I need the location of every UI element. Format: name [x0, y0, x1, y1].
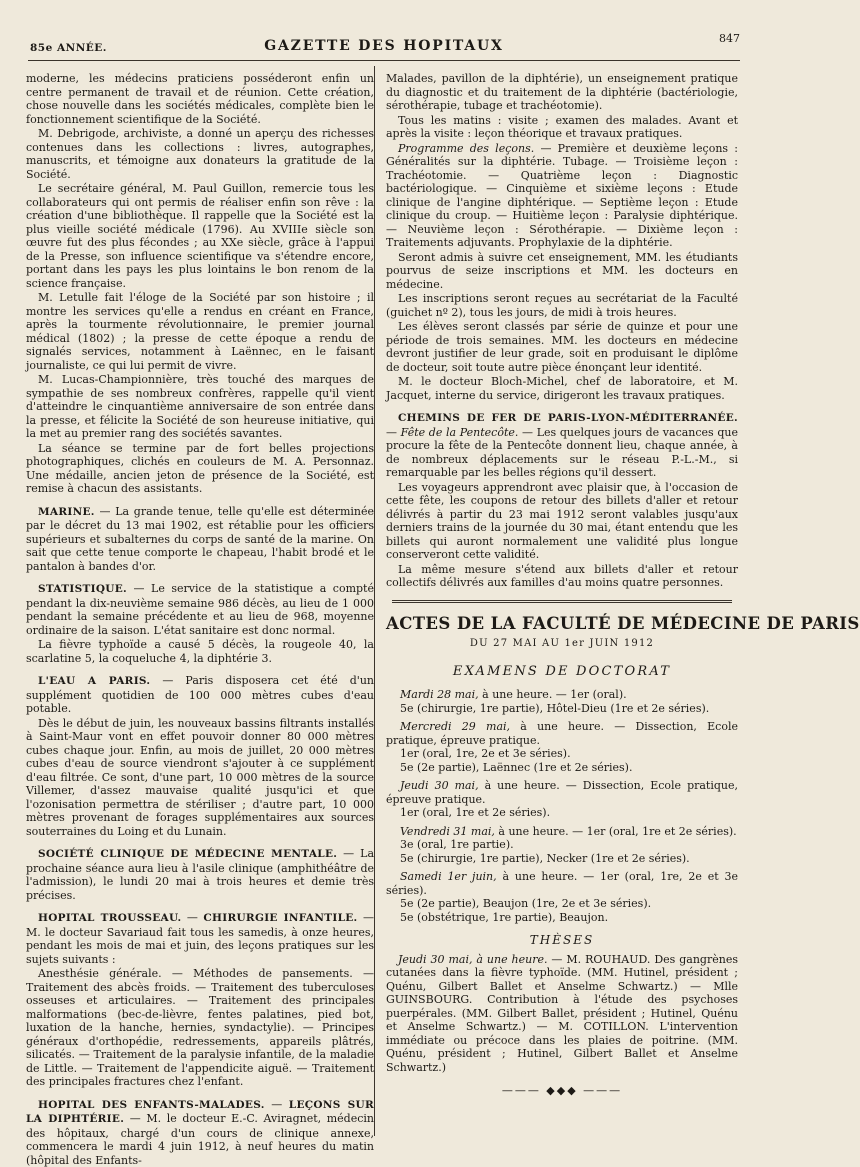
exam-line: 3e (oral, 1re partie). — [386, 838, 738, 852]
programme-text: — Première et deuxième leçons : Généralités sur la diphtérie. Tubage. — Troisième leçon : Trachéotomie. — Quatrième leçon : Diagnostic bactériologique. — Cinquième et sixième leçons : Etude clinique de l'angine diphtérique. — Septième leçon : Etude clinique du croup. — Huitième leçon : Paralysie diphtérique. — Neuvième leçon : Sérothérapie. — Dixième leçon : Traitements adjuvants. Prophylaxie de la diphtérie. — [386, 142, 738, 250]
exam-entry — [386, 870, 738, 924]
programme-paragraph — [386, 142, 738, 250]
exam-text: à une heure. — 1er (oral, 1re, 2e et 3e séries). — [386, 870, 738, 897]
paragraph: Malades, pavillon de la diphtérie), un enseignement pratique du diagnostic et du traitement de la diphtérie (bactériologie, sérothérapie, tubage et trachéotomie). — [386, 72, 738, 113]
exam-text: à une heure. — Dissection, Ecole pratique, épreuve pratique. — [386, 720, 738, 747]
paragraph: Dès le début de juin, les nouveaux bassins filtrants installés à Saint-Maur vont en effet pouvoir donner 80 000 mètres cubes chaque jour. Enfin, au mois de juillet, 20 000 mètres cubes d'eau de source viendront s'ajouter à ce supplément d'eau filtrée. Ce sont, d'une part, 10 000 mètres de la source Villemer, d'assez mauvaise qualité jusqu'ici et que l'ozonisation permettra de stériliser ; d'autre part, 10 000 mètres provenant de forages supplémentaires aux sources souterraines du Loing et du Lunain. — [26, 717, 374, 839]
section-text: — La grande tenue, telle qu'elle est déterminée par le décret du 13 mai 1902, est rétablie pour les officiers supérieurs et subalternes du corps de santé de la marine. On sait que cette tenue comporte le chapeau, l'habit brodé et le pantalon à bandes d'or. — [26, 505, 374, 573]
exam-text: à une heure. — 1er (oral). — [479, 688, 627, 701]
section-chemins-de-fer: CHEMINS DE FER DE PARIS-LYON-MÉDITERRANÉE. — Fête de la Pentecôte. — Les quelques jours de vacances que procure la fête de la Pentecôte donnent lieu, chaque année, à de nombreux déplacements sur le réseau P.-L.-M., si remarquable par les belles régions qu'il dessert. — [386, 411, 738, 480]
exam-entry — [386, 720, 738, 774]
exam-line: 5e (2e partie), Laënnec (1re et 2e séries). — [386, 761, 738, 775]
theses-date: Jeudi 30 mai, à une heure. — [398, 953, 547, 966]
exam-text: à une heure. — 1er (oral, 1re et 2e séries). — [495, 825, 737, 838]
section-heading: MARINE. — [38, 506, 95, 518]
paragraph: Seront admis à suivre cet enseignement, MM. les étudiants pourvus de seize inscriptions et MM. les docteurs en médecine. — [386, 251, 738, 292]
section-heading: HOPITAL TROUSSEAU. — [38, 912, 181, 924]
exam-date: Mardi 28 mai, — [400, 688, 479, 701]
exam-date: Samedi 1er juin, — [400, 870, 497, 883]
exam-entry — [386, 688, 738, 715]
paragraph: M. le docteur Bloch-Michel, chef de laboratoire, et M. Jacquet, interne du service, dirigeront les travaux pratiques. — [386, 375, 738, 402]
section-marine — [26, 505, 374, 574]
exam-entry — [386, 825, 738, 866]
section-subheading: Fête de la Pentecôte. — [401, 426, 519, 439]
paragraph: moderne, les médecins praticiens posséderont enfin un centre permanent de travail et de réunion. Cette création, chose nouvelle dans les sociétés médicales, complète bien le fonctionnement scientifique de la Société. — [26, 72, 374, 126]
edition-year: 85e ANNÉE. — [30, 42, 107, 54]
section-subheading: LEÇONS SUR LA DIPHTÉRIE. — [26, 1099, 374, 1126]
paragraph: Les élèves seront classés par série de quinze et pour une période de trois semaines. MM. les docteurs en médecine devront justifier de leur grade, soit en produisant le diplôme de docteur, soit toute autre pièce énonçant leur identité. — [386, 320, 738, 374]
paragraph: Les inscriptions seront reçues au secrétariat de la Faculté (guichet nº 2), tous les jours, de midi à trois heures. — [386, 292, 738, 319]
section-heading: SOCIÉTÉ CLINIQUE DE MÉDECINE MENTALE. — [38, 848, 337, 860]
exam-date: Vendredi 31 mai, — [400, 825, 495, 838]
actes-dates: DU 27 MAI AU 1er JUIN 1912 — [386, 637, 738, 651]
section-subheading: CHIRURGIE INFANTILE. — [203, 912, 357, 924]
theses-title: THÈSES — [386, 934, 738, 948]
programme-label: Programme des leçons. — [398, 142, 534, 155]
section-eau-paris — [26, 674, 374, 716]
exam-line: 5e (chirurgie, 1re partie), Necker (1re et 2e séries). — [386, 852, 738, 866]
section-hopital-trousseau: HOPITAL TROUSSEAU. — CHIRURGIE INFANTILE. — M. le docteur Savariaud fait tous les samedis, à onze heures, pendant les mois de mai et juin, des leçons pratiques sur les sujets suivants : — [26, 911, 374, 966]
journal-title: GAZETTE DES HOPITAUX — [28, 38, 740, 54]
section-societe-clinique — [26, 847, 374, 902]
page-header — [28, 30, 740, 61]
section-enfants-malades: HOPITAL DES ENFANTS-MALADES. — LEÇONS SUR LA DIPHTÉRIE. — M. le docteur E.-C. Aviragnet, médecin des hôpitaux, chargé d'un cours de clinique annexe, commencera le mardi 4 juin 1912, à neuf heures du matin (hôpital des Enfants- — [26, 1098, 374, 1167]
section-heading: STATISTIQUE. — [38, 583, 127, 595]
actes-title: ACTES DE LA FACULTÉ DE MÉDECINE DE PARIS — [386, 617, 738, 631]
section-rule — [392, 600, 732, 603]
exam-line: 5e (chirurgie, 1re partie), Hôtel-Dieu (1re et 2e séries). — [386, 702, 738, 716]
exam-line: 1er (oral, 1re et 2e séries). — [386, 806, 738, 820]
paragraph: M. Lucas-Championnière, très touché des marques de sympathie de ses nombreux confrères, rappelle qu'il vient d'atteindre le cinquantième anniversaire de son entrée dans la presse, et félicite la Société de son heureuse initiative, qui la met au premier rang des sociétés savantes. — [26, 373, 374, 441]
section-heading: HOPITAL DES ENFANTS-MALADES. — [38, 1099, 265, 1111]
column-divider — [374, 66, 375, 1136]
paragraph: M. Letulle fait l'éloge de la Société par son histoire ; il montre les services qu'elle a rendus en créant en France, après la tourmente révolutionnaire, le premier journal médical (1802) ; la presse de cette époque a rendu de signalés services, notamment à Laënnec, en le faisant journaliste, ce qui lui permit de vivre. — [26, 291, 374, 372]
paragraph: Tous les matins : visite ; examen des malades. Avant et après la visite : leçon théorique et travaux pratiques. — [386, 114, 738, 141]
section-statistique — [26, 582, 374, 637]
exam-line: 5e (obstétrique, 1re partie), Beaujon. — [386, 911, 738, 925]
paragraph: La même mesure s'étend aux billets d'aller et retour collectifs délivrés aux familles d'au moins quatre personnes. — [386, 563, 738, 590]
exam-date: Jeudi 30 mai, — [400, 779, 479, 792]
theses-paragraph — [386, 953, 738, 1075]
page-number: 847 — [719, 32, 740, 45]
exam-entry — [386, 779, 738, 820]
theses-text: — M. ROUHAUD. Des gangrènes cutanées dans la fièvre typhoïde. (MM. Hutinel, président ; Quénu, Gilbert Ballet et Anselme Schwartz.) — Mlle GUINSBOURG. Contribution à l'étude des psychoses puerpérales. (MM. Gilbert Ballet, président ; Hutinel, Quénu et Anselme Schwartz.) — M. COTILLON. L'intervention immédiate ou précoce dans les plaies de poitrine. (MM. Quénu, président ; Hutinel, Gilbert Ballet et Anselme Schwartz.) — [386, 953, 738, 1074]
paragraph: Le secrétaire général, M. Paul Guillon, remercie tous les collaborateurs qui ont permis de réaliser enfin son rêve : la création d'une bibliothèque. Il rappelle que la Société est la plus vieille société médicale (1796). Au XVIIIe siècle son œuvre fut des plus fécondes ; au XXe siècle, grâce à l'appui de la Presse, son influence scientifique va s'étendre encore, portant dans les pays les plus lointains le bon renom de la science française. — [26, 182, 374, 290]
right-column — [386, 72, 738, 1132]
exam-line: 1er (oral, 1re, 2e et 3e séries). — [386, 747, 738, 761]
section-text: — M. le docteur E.-C. Aviragnet, médecin des hôpitaux, chargé d'un cours de clinique annexe, commencera le mardi 4 juin 1912, à neuf heures du matin (hôpital des Enfants- — [26, 1112, 374, 1167]
paragraph: La fièvre typhoïde a causé 5 décès, la rougeole 40, la scarlatine 5, la coqueluche 4, la diphtérie 3. — [26, 638, 374, 665]
paragraph: Les voyageurs apprendront avec plaisir que, à l'occasion de cette fête, les coupons de retour des billets d'aller et retour délivrés à partir du 23 mai 1912 seront valables jusqu'aux derniers trains de la journée du 30 mai, étant entendu que les billets qui auront normalement une validité plus longue conserveront cette validité. — [386, 481, 738, 562]
section-text: — Le service de la statistique a compté pendant la dix-neuvième semaine 986 décès, au lieu de 1 000 pendant la semaine précédente et au lieu de 968, moyenne ordinaire de la saison. L'état sanitaire est donc normal. — [26, 582, 374, 637]
left-column — [26, 72, 374, 1132]
paragraph: M. Debrigode, archiviste, a donné un aperçu des richesses contenues dans les collections : livres, autographes, manuscrits, et témoigne aux donateurs la gratitude de la Société. — [26, 127, 374, 181]
examens-title: EXAMENS DE DOCTORAT — [386, 665, 738, 679]
section-heading: CHEMINS DE FER DE PARIS-LYON-MÉDITERRANÉE. — [398, 412, 738, 424]
section-text: — Les quelques jours de vacances que procure la fête de la Pentecôte donnent lieu, chaque année, à de nombreux déplacements sur le réseau P.-L.-M., si remarquable par les belles régions qu'il dessert. — [386, 426, 738, 480]
exam-date: Mercredi 29 mai, — [400, 720, 510, 733]
end-ornament: ——— ◆◆◆ ——— — [386, 1084, 738, 1098]
section-text: — La prochaine séance aura lieu à l'asile clinique (amphithéâtre de l'admission), le lundi 20 mai à trois heures et demie très précises. — [26, 847, 374, 902]
paragraph: Anesthésie générale. — Méthodes de pansements. — Traitement des abcès froids. — Traitement des tuberculoses osseuses et articulaires. — Traitement des principales malformations (bec-de-lièvre, fentes palatines, pied bot, luxation de la hanche, hernies, syndactylie). — Principes généraux d'orthopédie, redressements, appareils plâtrés, silicatés. — Traitement de la paralysie infantile, de la maladie de Little. — Traitement de l'appendicite aiguë. — Traitement des principales fractures chez l'enfant. — [26, 967, 374, 1089]
section-heading: L'EAU A PARIS. — [38, 675, 150, 687]
exam-text: à une heure. — Dissection, Ecole pratique, épreuve pratique. — [386, 779, 738, 806]
exam-line: 5e (2e partie), Beaujon (1re, 2e et 3e séries). — [386, 897, 738, 911]
section-text: — Paris disposera cet été d'un supplément quotidien de 100 000 mètres cubes d'eau potable. — [26, 674, 374, 715]
section-text: — M. le docteur Savariaud fait tous les samedis, à onze heures, pendant les mois de mai et juin, des leçons pratiques sur les sujets suivants : — [26, 911, 374, 966]
paragraph: La séance se termine par de fort belles projections photographiques, clichés en couleurs de M. A. Personnaz. Une médaille, ancien jeton de présence de la Société, est remise à chacun des assistants. — [26, 442, 374, 496]
